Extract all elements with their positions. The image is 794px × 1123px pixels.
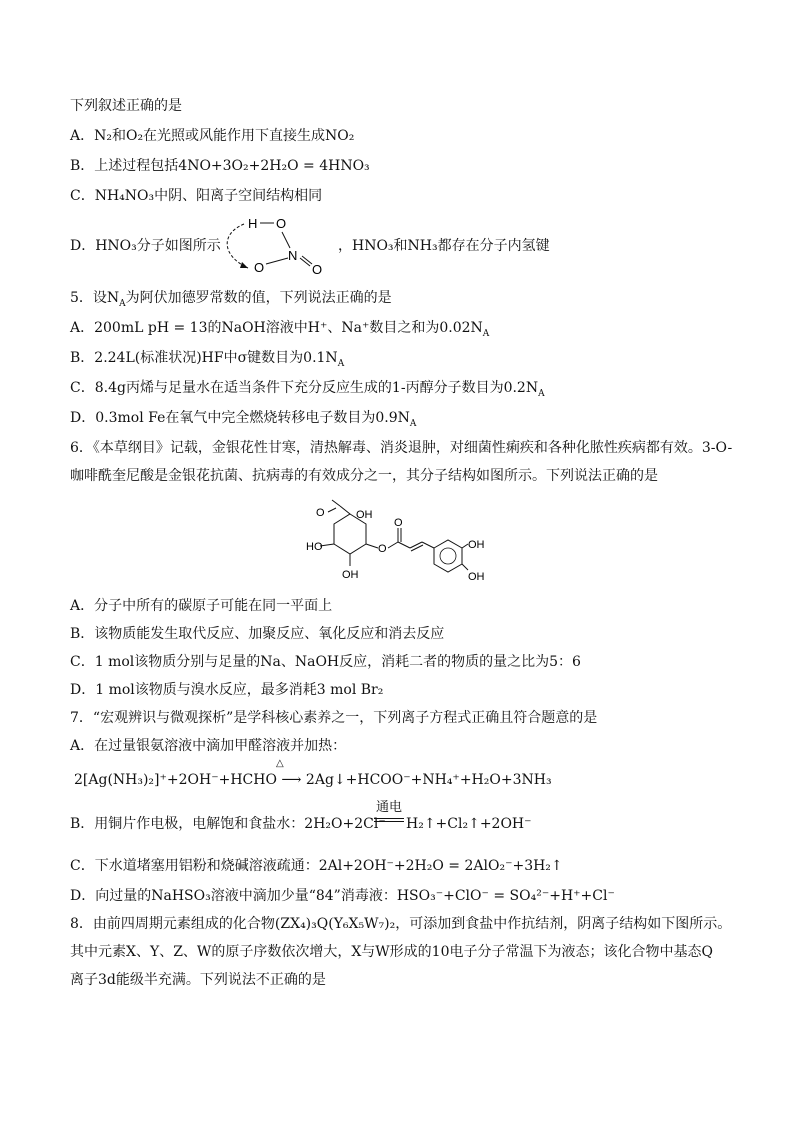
- q5-option-d: D．0.3mol Fe在氧气中完全燃烧转移电子数目为$0.9N_A$: [70, 410, 417, 429]
- q4-option-c: C．NH₄NO₃中阴、阳离子空间结构相同: [70, 188, 323, 204]
- q6-stem-line2: 咖啡酰奎尼酸是金银花抗菌、抗病毒的有效成分之一，其分子结构如图所示。下列说法正确的是: [70, 468, 658, 484]
- quinic-acid-structure: [300, 492, 500, 592]
- q8-line3: 离子3d能级半充满。下列说法不正确的是: [70, 972, 326, 988]
- atom-oh3: OH: [468, 539, 485, 551]
- q5-option-a: A．200mL pH = 13的NaOH溶液中H⁺、Na⁺数目之和为$0.02N_A$: [70, 320, 490, 339]
- q7-option-a-equation: 2[Ag(NH₃)₂]⁺+2OH⁻+HCHO ⟶ 2Ag↓+HCOO⁻+NH₄⁺+H₂O+3NH₃: [74, 772, 552, 788]
- atom-h: H: [248, 216, 258, 231]
- atom-oh1: OH: [356, 509, 373, 521]
- atom-o-ester: O: [378, 543, 387, 555]
- q4-option-d-prefix: D．HNO₃分子如图所示: [70, 238, 221, 254]
- q4-option-a: A．N₂和O₂在光照或风能作用下直接生成NO₂: [70, 128, 355, 144]
- equals-sign: [374, 818, 404, 822]
- q6-option-d: D．1 mol该物质与溴水反应，最多消耗3 mol Br₂: [70, 682, 384, 698]
- q6-stem-line1: 6．《本草纲目》记载，金银花性甘寒，清热解毒、消炎退肿，对细菌性痢疾和各种化脓性疾病都有效。3-O-: [70, 440, 733, 456]
- q5-stem: 5．设$N_A$为阿伏加德罗常数的值，下列说法正确的是: [70, 290, 392, 309]
- q5-option-c: C．8.4g丙烯与足量水在适当条件下充分反应生成的1-丙醇分子数目为$0.2N_A$: [70, 380, 545, 399]
- atom-o-carbonyl: O: [394, 517, 403, 529]
- q4-option-d-suffix: ，HNO₃和NH₃都存在分子内氢键: [338, 238, 550, 254]
- q7-option-b-condition: 通电: [376, 800, 403, 815]
- hno3-structure: [218, 212, 338, 278]
- q7-option-a-condition: △: [276, 758, 284, 769]
- atom-ho: HO: [306, 541, 323, 553]
- q8-line2: 其中元素X、Y、Z、W的原子序数依次增大，X与W形成的10电子分子常温下为液态；该化合物中基态Q: [70, 944, 713, 960]
- q7-option-b: B．用铜片作电极，电解饱和食盐水：2H₂O+2Cl⁻: [70, 816, 386, 832]
- q7-option-c: C．下水道堵塞用铝粉和烧碱溶液疏通：2Al+2OH⁻+2H₂O = 2AlO₂⁻+3H₂↑: [70, 858, 563, 874]
- q6-option-b: B．该物质能发生取代反应、加聚反应、氧化反应和消去反应: [70, 626, 445, 642]
- q6-option-c: C．1 mol该物质分别与足量的Na、NaOH反应，消耗二者的物质的量之比为5：6: [70, 654, 581, 670]
- q5-option-b: B．2.24L(标准状况)HF中σ键数目为$0.1N_A$: [70, 350, 345, 369]
- q8-line1: 8．由前四周期元素组成的化合物(ZX₄)₃Q(Y₆X₅W₇)₂，可添加到食盐中作抗结剂，阴离子结构如下图所示。: [70, 916, 732, 932]
- atom-o2: O: [254, 260, 265, 275]
- atom-n: N: [288, 248, 298, 263]
- atom-o3: O: [312, 262, 323, 277]
- atom-o1: O: [276, 216, 287, 231]
- q7-option-a: A．在过量银氨溶液中滴加甲醛溶液并加热：: [70, 738, 347, 754]
- q4-option-b: B．上述过程包括4NO+3O₂+2H₂O = 4HNO₃: [70, 158, 370, 174]
- atom-oh2: OH: [342, 569, 359, 581]
- q7-option-b-equation: H₂↑+Cl₂↑+2OH⁻: [406, 816, 532, 832]
- q7-option-d: D．向过量的NaHSO₃溶液中滴加少量“84”消毒液：HSO₃⁻+ClO⁻ = SO₄²⁻+H⁺+Cl⁻: [70, 888, 615, 904]
- q6-option-a: A．分子中所有的碳原子可能在同一平面上: [70, 598, 333, 614]
- atom-o-keto: O: [316, 507, 325, 519]
- question-intro: 下列叙述正确的是: [70, 98, 182, 114]
- atom-oh4: OH: [468, 571, 485, 583]
- q7-stem: 7．“宏观辨识与微观探析”是学科核心素养之一，下列离子方程式正确且符合题意的是: [70, 710, 598, 726]
